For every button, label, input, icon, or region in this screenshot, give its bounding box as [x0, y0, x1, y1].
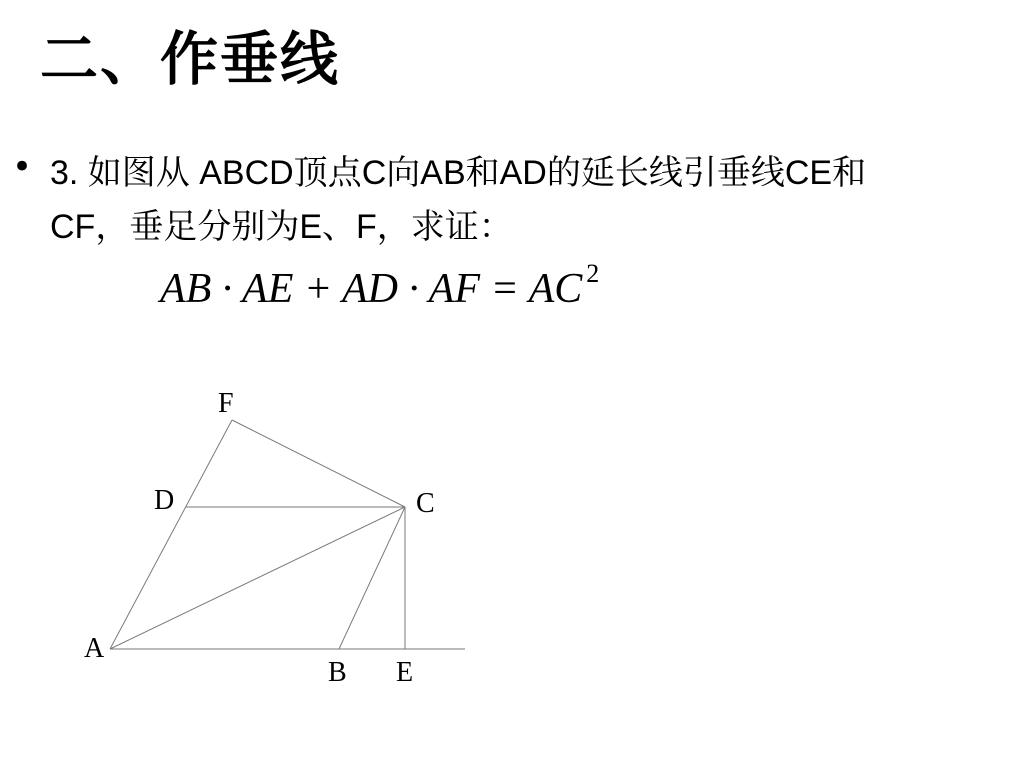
- label-c: C: [416, 488, 435, 519]
- label-f: F: [218, 388, 234, 419]
- bullet-point: •: [12, 147, 33, 187]
- label-a: A: [84, 633, 105, 664]
- label-b: B: [328, 657, 347, 688]
- problem-statement: 3. 如图从 ABCD顶点C向AB和AD的延长线引垂线CE和CF，垂足分别为E、F，求证：: [50, 154, 867, 246]
- line-af: [110, 420, 232, 649]
- label-d: D: [154, 485, 175, 516]
- formula-body: AB · AE + AD · AF = AC: [160, 266, 583, 312]
- line-fc: [232, 420, 405, 507]
- line-bc: [339, 507, 405, 649]
- line-ac: [110, 507, 405, 649]
- label-e: E: [396, 657, 414, 688]
- slide-title: 二、作垂线: [40, 25, 341, 93]
- formula-exponent: 2: [586, 259, 600, 288]
